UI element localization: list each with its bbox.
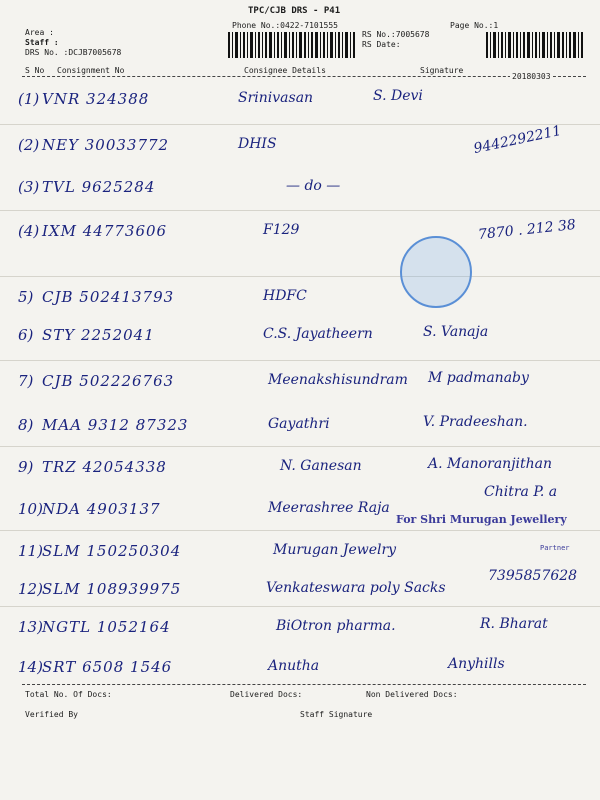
row-number: 12) — [18, 580, 43, 598]
consignee-name: Gayathri — [268, 416, 330, 432]
delivered-docs-label: Delivered Docs: — [230, 690, 303, 699]
header-divider — [22, 76, 586, 77]
signature: S. Devi — [373, 88, 423, 104]
row-number: 9) — [18, 458, 34, 476]
rs-number: RS No.:7005678 — [362, 30, 430, 39]
signature: Chitra P. a — [484, 484, 558, 500]
rs-barcode — [486, 32, 584, 58]
drs-barcode — [228, 32, 356, 58]
signature: Anyhills — [448, 656, 505, 672]
consignee-name: DHIS — [238, 136, 277, 152]
rule-line — [0, 446, 600, 447]
row-number: 14) — [18, 658, 43, 676]
consignee-name: F129 — [263, 222, 300, 238]
row-number: 13) — [18, 618, 43, 636]
list-item — [18, 320, 588, 360]
list-item — [18, 216, 588, 256]
consignment-number: TRZ 42054338 — [42, 458, 167, 476]
row-number: 11) — [18, 542, 43, 560]
row-number: 6) — [18, 326, 34, 344]
list-item — [18, 366, 588, 406]
consignee-name: C.S. Jayatheern — [263, 326, 373, 342]
consignee-name: Meenakshisundram — [268, 372, 408, 388]
total-docs-label: Total No. Of Docs: — [25, 690, 112, 699]
list-item — [18, 172, 588, 212]
consignment-number: CJB 502413793 — [42, 288, 175, 306]
row-number: 8) — [18, 416, 34, 434]
rule-line — [0, 530, 600, 531]
consignment-number: STY 2252041 — [42, 326, 155, 344]
row-number: (1) — [18, 90, 40, 108]
consignment-number: MAA 9312 87323 — [42, 416, 189, 434]
col-header-consignment: Consignment No — [57, 66, 125, 75]
staff-label: Staff : — [25, 38, 59, 47]
row-number: 10) — [18, 500, 43, 518]
col-header-details: Consignee Details — [244, 66, 326, 75]
consignee-name: Anutha — [268, 658, 320, 674]
signature: S. Vanaja — [423, 324, 489, 340]
consignee-name: BiOtron pharma. — [276, 618, 396, 634]
rule-line — [0, 606, 600, 607]
list-item — [18, 612, 588, 652]
consignee-name: N. Ganesan — [280, 458, 362, 474]
consignment-number: NDA 4903137 — [42, 500, 161, 518]
consignment-number: NEY 30033772 — [42, 136, 170, 154]
footer-divider — [22, 684, 586, 685]
drs-number: DRS No. :DCJB7005678 — [25, 48, 122, 57]
consignee-name: Venkateswara poly Sacks — [266, 580, 446, 596]
consignment-number: IXM 44773606 — [42, 222, 168, 240]
consignment-number: SLM 108939975 — [42, 580, 182, 598]
consignment-number: SRT 6508 1546 — [42, 658, 173, 676]
list-item — [18, 84, 588, 124]
company-stamp-text: For Shri Murugan Jewellery — [396, 513, 567, 526]
signature: 9442292211 — [472, 122, 563, 158]
signature: R. Bharat — [480, 616, 548, 632]
consignment-number: VNR 324388 — [42, 90, 150, 108]
row-number: (4) — [18, 222, 40, 240]
signature: V. Pradeeshan. — [423, 414, 528, 430]
staff-signature-label: Staff Signature — [300, 710, 373, 719]
col-header-sno: S No — [25, 66, 45, 75]
consignment-number: NGTL 1052164 — [42, 618, 171, 636]
list-item — [18, 122, 588, 170]
rule-line — [0, 124, 600, 125]
consignment-number: SLM 150250304 — [42, 542, 182, 560]
rs-date: RS Date: — [362, 40, 401, 49]
consignee-name: Murugan Jewelry — [273, 542, 397, 558]
signature: A. Manoranjithan — [428, 456, 553, 472]
row-number: (3) — [18, 178, 40, 196]
signature: M padmanaby — [428, 370, 529, 386]
row-number: 7) — [18, 372, 34, 390]
page-number: Page No.:1 — [450, 21, 499, 30]
consignment-number: CJB 502226763 — [42, 372, 175, 390]
consignee-name: HDFC — [263, 288, 307, 304]
area-label: Area : — [25, 28, 54, 37]
partner-stamp-text: Partner — [540, 544, 570, 552]
rule-line — [0, 276, 600, 277]
verified-by-label: Verified By — [25, 710, 78, 719]
consignment-number: TVL 9625284 — [42, 178, 156, 196]
rule-line — [0, 360, 600, 361]
row-number: 5) — [18, 288, 34, 306]
phone-number: Phone No.:0422-7101555 — [232, 21, 338, 30]
date-tag: 20180303 — [512, 72, 551, 81]
consignee-name: — do — — [286, 178, 341, 194]
non-delivered-docs-label: Non Delivered Docs: — [366, 690, 458, 699]
col-header-signature: Signature — [420, 66, 464, 75]
document-title: TPC/CJB DRS - P41 — [248, 6, 341, 16]
signature: 7395857628 — [488, 568, 578, 584]
list-item — [18, 568, 588, 614]
round-seal-stamp — [400, 236, 472, 308]
signature: 7870 . 212 38 — [477, 216, 577, 244]
consignee-name: Meerashree Raja — [268, 500, 390, 516]
consignee-name: Srinivasan — [238, 90, 314, 106]
rule-line — [0, 210, 600, 211]
list-item — [18, 410, 588, 450]
row-number: (2) — [18, 136, 40, 154]
list-item — [18, 652, 588, 692]
list-item — [18, 282, 588, 322]
